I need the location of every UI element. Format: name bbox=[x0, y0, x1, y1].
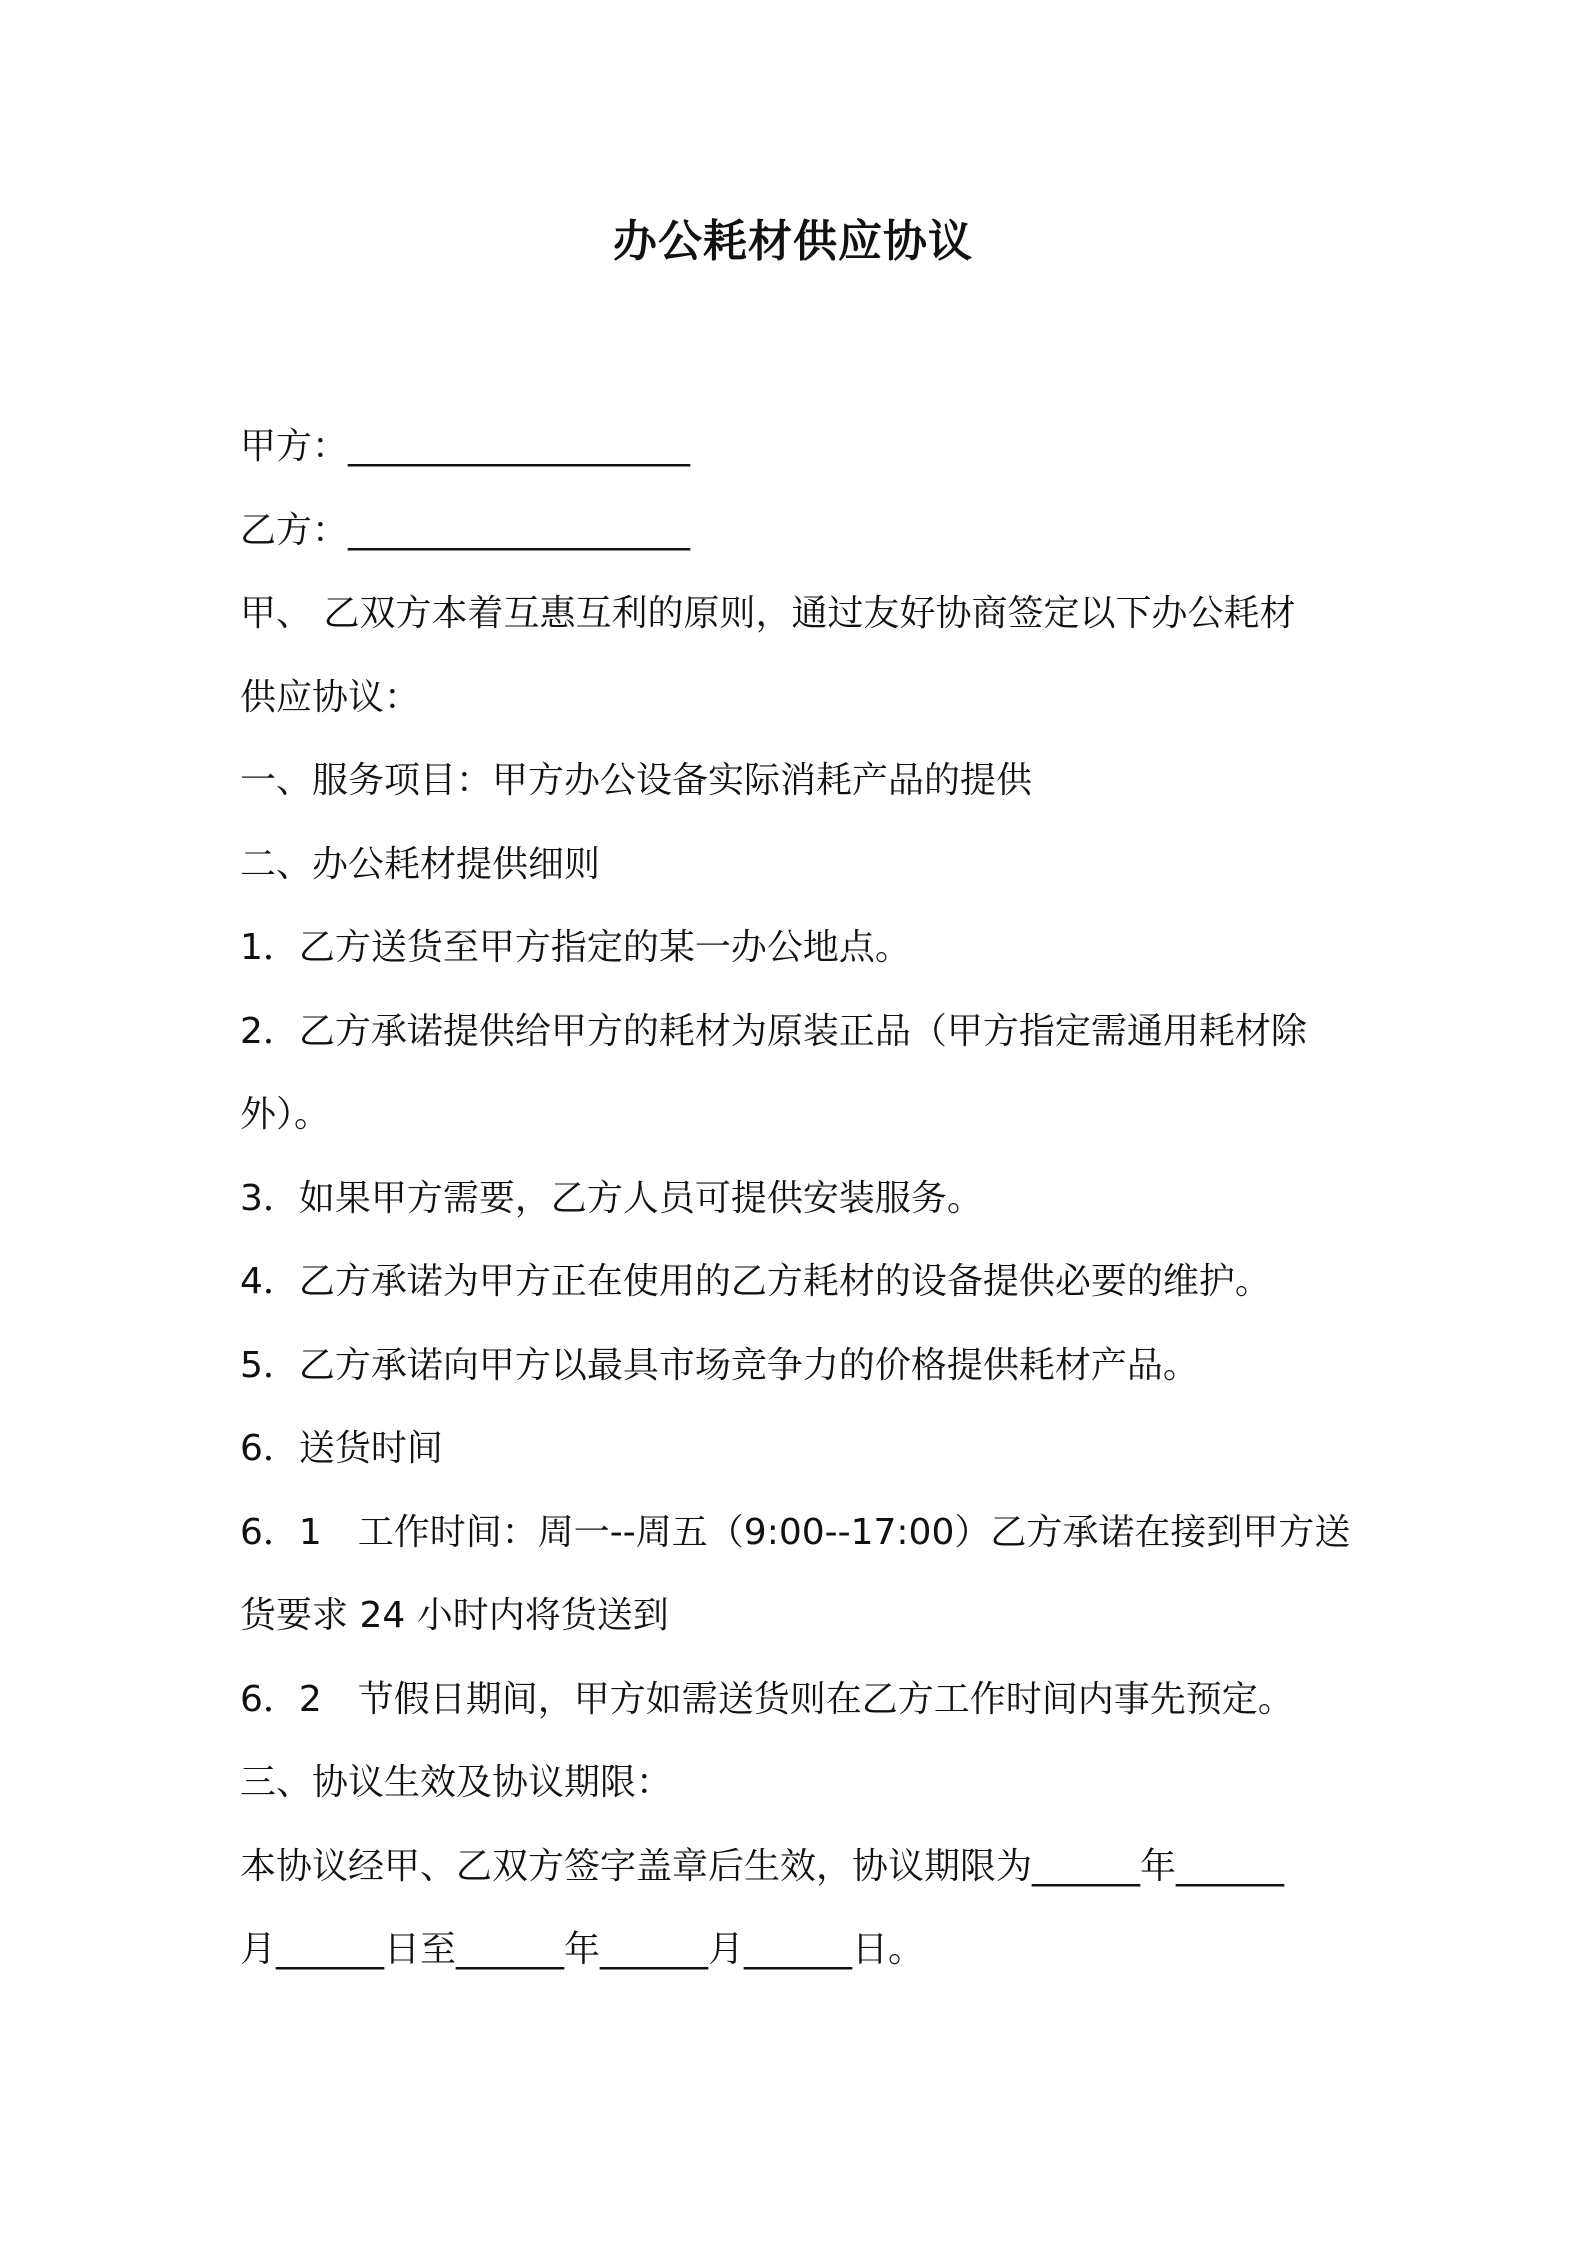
clause-5: 5．乙方承诺向甲方以最具市场竞争力的价格提供耗材产品。 bbox=[240, 1344, 1199, 1386]
clause-3: 3．如果甲方需要，乙方人员可提供安装服务。 bbox=[240, 1177, 983, 1219]
clause-2-line-1: 2．乙方承诺提供给甲方的耗材为原装正品（甲方指定需通用耗材除 bbox=[240, 1010, 1307, 1052]
clause-6-1-line-1: 6．1 工作时间：周一--周五（9:00--17:00）乙方承诺在接到甲方送 bbox=[240, 1511, 1351, 1553]
clause-6-1-line-2: 货要求 24 小时内将货送到 bbox=[240, 1595, 669, 1636]
party-a-line: 甲方：___________________ bbox=[240, 426, 691, 467]
preamble-line-1: 甲、 乙双方本着互惠互利的原则，通过友好协商签定以下办公耗材 bbox=[240, 593, 1296, 634]
section-3-heading: 三、协议生效及协议期限： bbox=[240, 1762, 673, 1803]
term-line-2: 月______日至______年______月______日。 bbox=[240, 1929, 924, 1970]
section-2-heading: 二、办公耗材提供细则 bbox=[240, 843, 601, 885]
document-title: 办公耗材供应协议 bbox=[613, 216, 973, 267]
clause-1: 1．乙方送货至甲方指定的某一办公地点。 bbox=[240, 927, 911, 968]
clause-6-heading: 6．送货时间 bbox=[240, 1428, 443, 1469]
clause-2-line-2: 外）。 bbox=[240, 1094, 331, 1135]
term-line-1: 本协议经甲、乙双方签字盖章后生效，协议期限为______年______ bbox=[240, 1845, 1285, 1887]
clause-6-2: 6．2 节假日期间，甲方如需送货则在乙方工作时间内事先预定。 bbox=[240, 1678, 1294, 1720]
document-body bbox=[240, 405, 1360, 1992]
party-b-line: 乙方：___________________ bbox=[240, 509, 691, 551]
preamble-line-2: 供应协议： bbox=[240, 676, 421, 718]
clause-4: 4．乙方承诺为甲方正在使用的乙方耗材的设备提供必要的维护。 bbox=[240, 1261, 1271, 1302]
section-1-heading: 一、服务项目：甲方办公设备实际消耗产品的提供 bbox=[240, 760, 1033, 801]
